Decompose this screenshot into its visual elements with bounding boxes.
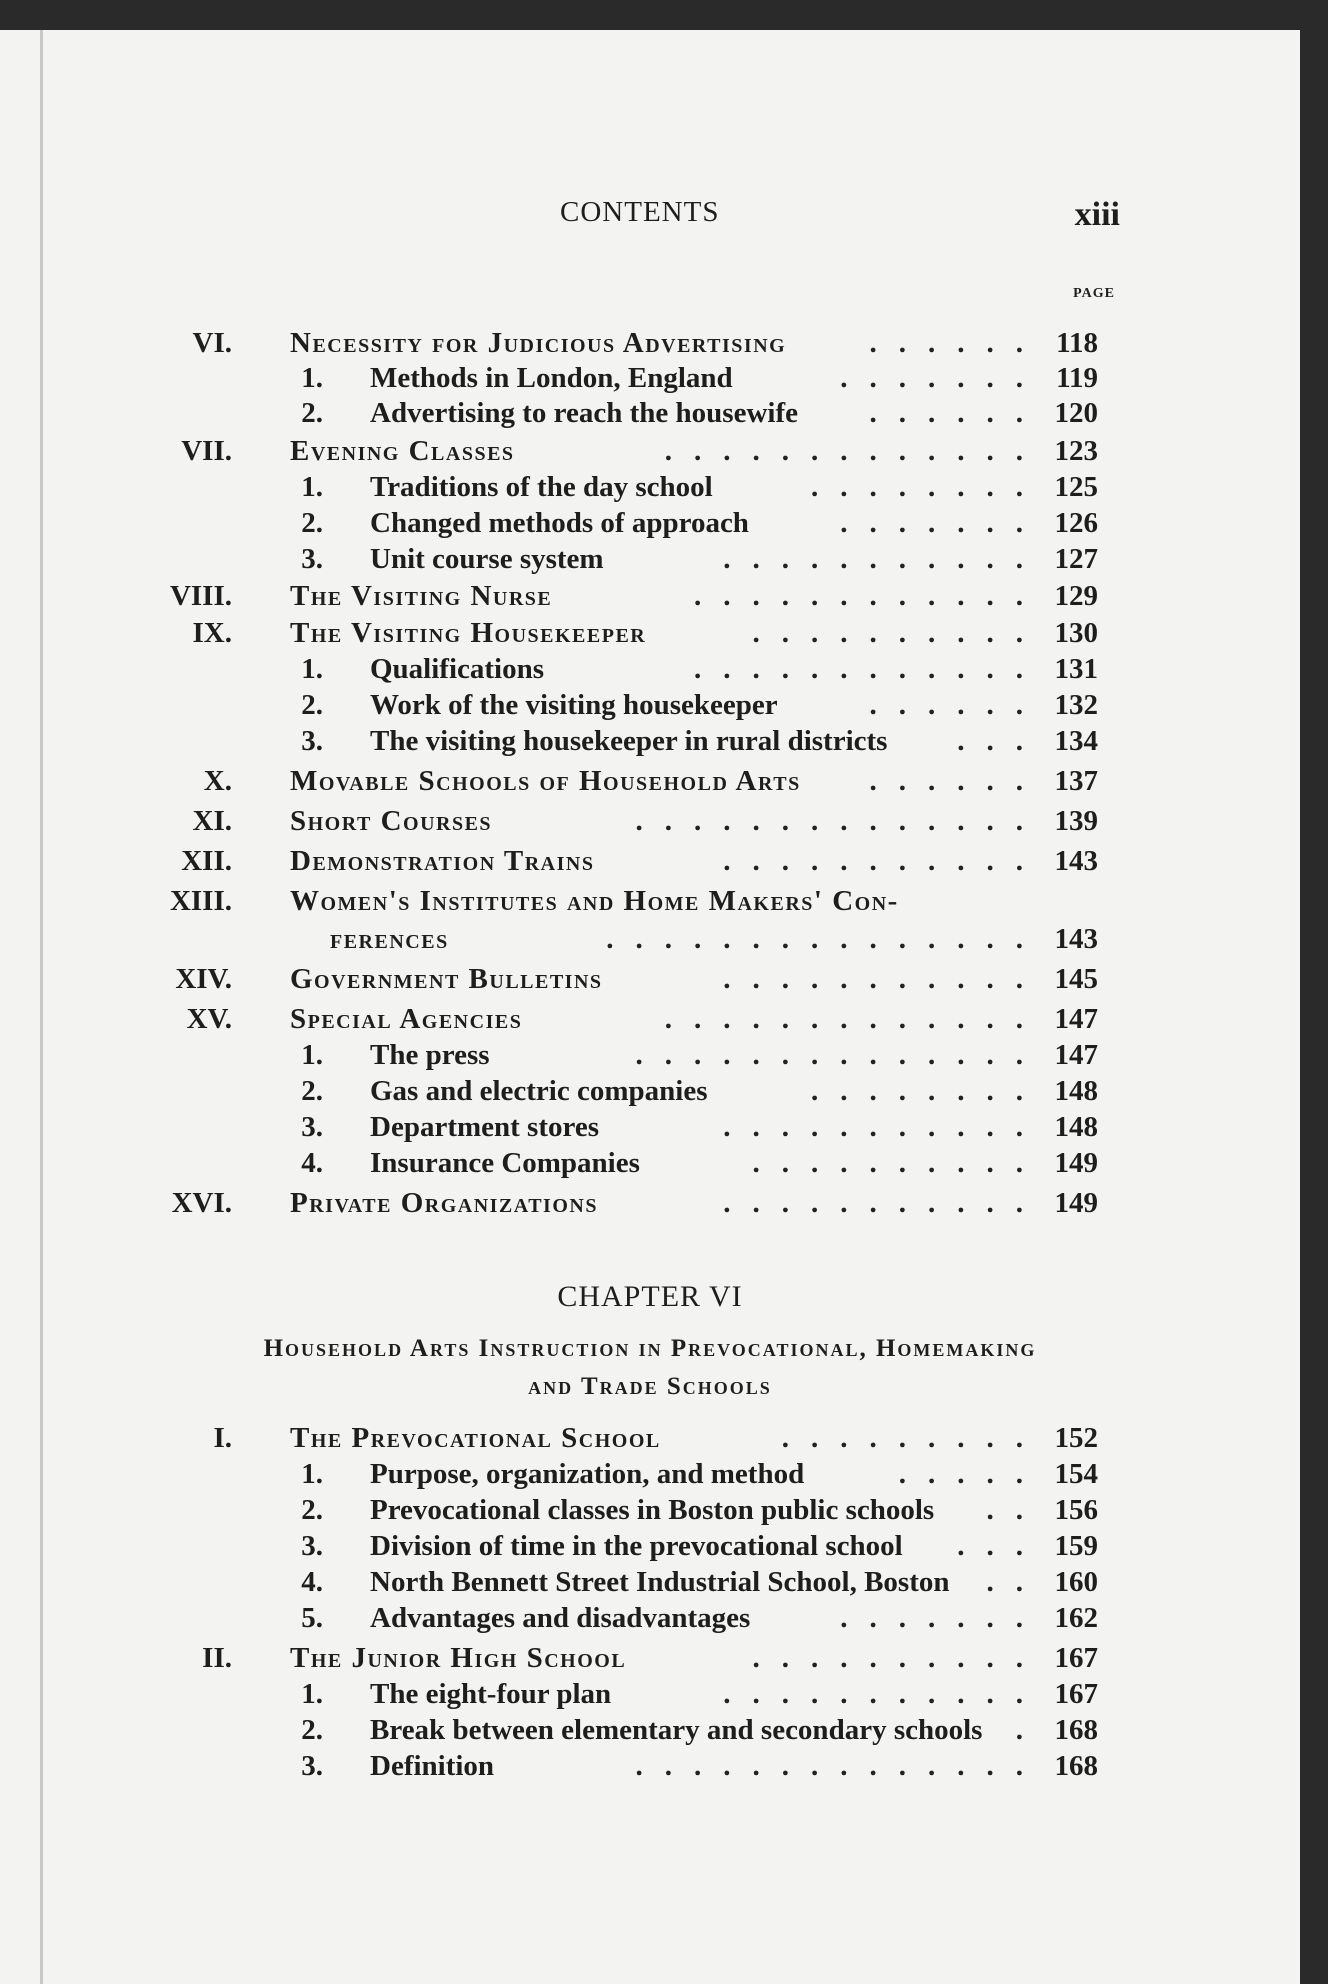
toc-entry bbox=[0, 362, 1300, 398]
entry-label: Definition bbox=[370, 1750, 495, 1782]
toc-entry bbox=[0, 1111, 1300, 1147]
entry-label: North Bennett Street Industrial School, Boston bbox=[370, 1566, 950, 1598]
toc-entry bbox=[0, 963, 1300, 999]
toc-entry bbox=[0, 1530, 1300, 1566]
entry-label: Traditions of the day school bbox=[370, 471, 713, 503]
entry-page: 132 bbox=[1054, 689, 1098, 721]
entry-label: The eight-four plan bbox=[370, 1678, 612, 1710]
toc-entry bbox=[0, 1566, 1300, 1602]
entry-page: 149 bbox=[1054, 1187, 1098, 1219]
toc-entry bbox=[0, 617, 1300, 653]
entry-page: 148 bbox=[1054, 1075, 1098, 1107]
entry-page: 125 bbox=[1054, 471, 1098, 503]
entry-page: 160 bbox=[1054, 1566, 1098, 1598]
page-number: xiii bbox=[1074, 196, 1120, 233]
leader-dots: ............. bbox=[664, 1003, 1045, 1035]
leader-dots: ...... bbox=[869, 327, 1045, 359]
entry-number: 1. bbox=[301, 362, 323, 394]
entry-page: 123 bbox=[1054, 435, 1098, 467]
leader-dots: ... bbox=[957, 725, 1045, 757]
toc-entry bbox=[0, 580, 1300, 616]
leader-dots: ............ bbox=[694, 653, 1045, 685]
entry-label: Advantages and disadvantages bbox=[370, 1602, 751, 1634]
entry-page: 139 bbox=[1054, 805, 1098, 837]
toc-entry bbox=[0, 1494, 1300, 1530]
entry-label: Necessity for Judicious Advertising bbox=[290, 327, 787, 359]
entry-number: 2. bbox=[301, 1494, 323, 1526]
leader-dots: ......... bbox=[781, 1422, 1045, 1454]
entry-page: 145 bbox=[1054, 963, 1098, 995]
entry-number: 4. bbox=[301, 1566, 323, 1598]
entry-page: 120 bbox=[1054, 397, 1098, 429]
entry-page: 154 bbox=[1054, 1458, 1098, 1490]
toc-entry bbox=[0, 543, 1300, 579]
entry-number: 2. bbox=[301, 397, 323, 429]
toc-entry bbox=[0, 1750, 1300, 1786]
leader-dots: ........ bbox=[811, 471, 1045, 503]
entry-label: Short Courses bbox=[290, 805, 493, 837]
entry-label: Break between elementary and secondary schools bbox=[370, 1714, 983, 1746]
leader-dots: .......... bbox=[752, 1147, 1045, 1179]
entry-label: Department stores bbox=[370, 1111, 599, 1143]
entry-label: Demonstration Trains bbox=[290, 845, 595, 877]
leader-dots: ............. bbox=[664, 435, 1045, 467]
entry-page: 143 bbox=[1054, 923, 1098, 955]
entry-number: XII. bbox=[181, 845, 232, 877]
entry-label: Prevocational classes in Boston public schools bbox=[370, 1494, 935, 1526]
leader-dots: ............... bbox=[606, 923, 1045, 955]
entry-label: The Junior High School bbox=[290, 1642, 627, 1674]
entry-label: Evening Classes bbox=[290, 435, 515, 467]
leader-dots: . bbox=[1015, 1714, 1045, 1746]
entry-number: XI. bbox=[192, 805, 232, 837]
entry-number: XIV. bbox=[175, 963, 232, 995]
toc-entry bbox=[0, 1642, 1300, 1678]
leader-dots: ....... bbox=[840, 1602, 1045, 1634]
entry-page: 129 bbox=[1054, 580, 1098, 612]
entry-page: 131 bbox=[1054, 653, 1098, 685]
entry-number: 5. bbox=[301, 1602, 323, 1634]
toc-entry bbox=[0, 1458, 1300, 1494]
leader-dots: ........... bbox=[723, 1111, 1045, 1143]
leader-dots: ........... bbox=[723, 845, 1045, 877]
entry-number: 4. bbox=[301, 1147, 323, 1179]
entry-label: Private Organizations bbox=[290, 1187, 598, 1219]
entry-number: 3. bbox=[301, 1111, 323, 1143]
leader-dots: ...... bbox=[869, 765, 1045, 797]
entry-number: X. bbox=[203, 765, 232, 797]
toc-entry bbox=[0, 1422, 1300, 1458]
entry-label: The Prevocational School bbox=[290, 1422, 661, 1454]
leader-dots: ........... bbox=[723, 1187, 1045, 1219]
toc-entry bbox=[0, 327, 1300, 363]
chapter-title-line1: Household Arts Instruction in Prevocational, Homemaking bbox=[263, 1335, 1037, 1362]
entry-number: 1. bbox=[301, 471, 323, 503]
toc-entry bbox=[0, 1075, 1300, 1111]
leader-dots: ...... bbox=[869, 397, 1045, 429]
entry-number: 1. bbox=[301, 653, 323, 685]
entry-number: 1. bbox=[301, 1039, 323, 1071]
entry-number: 1. bbox=[301, 1458, 323, 1490]
leader-dots: ........... bbox=[723, 963, 1045, 995]
toc-entry bbox=[0, 397, 1300, 433]
entry-page: 126 bbox=[1054, 507, 1098, 539]
leader-dots: ........... bbox=[723, 543, 1045, 575]
leader-dots: .......... bbox=[752, 1642, 1045, 1674]
leader-dots: .......... bbox=[752, 617, 1045, 649]
entry-page: 127 bbox=[1054, 543, 1098, 575]
entry-label: The visiting housekeeper in rural districts bbox=[370, 725, 888, 757]
entry-page: 134 bbox=[1054, 725, 1098, 757]
entry-label: Insurance Companies bbox=[370, 1147, 640, 1179]
toc-entry bbox=[0, 725, 1300, 761]
entry-number: VI. bbox=[192, 327, 232, 359]
toc-entry bbox=[0, 845, 1300, 881]
entry-page: 148 bbox=[1054, 1111, 1098, 1143]
entry-page: 162 bbox=[1054, 1602, 1098, 1634]
entry-label: Women's Institutes and Home Makers' Con- bbox=[290, 885, 899, 917]
leader-dots: .. bbox=[986, 1566, 1045, 1598]
toc-entry bbox=[0, 1187, 1300, 1223]
entry-number: VII. bbox=[181, 435, 232, 467]
entry-number: IX. bbox=[192, 617, 232, 649]
entry-label: Division of time in the prevocational school bbox=[370, 1530, 903, 1562]
chapter-heading: CHAPTER VI bbox=[557, 1280, 743, 1313]
toc-entry bbox=[0, 471, 1300, 507]
entry-page: 152 bbox=[1054, 1422, 1098, 1454]
entry-label: Purpose, organization, and method bbox=[370, 1458, 805, 1490]
toc-entry bbox=[0, 1678, 1300, 1714]
entry-label: Methods in London, England bbox=[370, 362, 733, 394]
leader-dots: ........ bbox=[811, 1075, 1045, 1107]
leader-dots: ... bbox=[957, 1530, 1045, 1562]
leader-dots: ...... bbox=[869, 689, 1045, 721]
toc-entry bbox=[0, 1003, 1300, 1039]
entry-page: 119 bbox=[1056, 362, 1098, 394]
toc-entry bbox=[0, 653, 1300, 689]
entry-page: 149 bbox=[1054, 1147, 1098, 1179]
entry-number: 2. bbox=[301, 1714, 323, 1746]
entry-page: 147 bbox=[1054, 1039, 1098, 1071]
entry-page: 156 bbox=[1054, 1494, 1098, 1526]
toc-entry bbox=[0, 1147, 1300, 1183]
entry-page: 147 bbox=[1054, 1003, 1098, 1035]
chapter-title-line2: and Trade Schools bbox=[528, 1373, 772, 1400]
entry-page: 143 bbox=[1054, 845, 1098, 877]
entry-label: The Visiting Housekeeper bbox=[290, 617, 647, 649]
entry-label: The press bbox=[370, 1039, 490, 1071]
leader-dots: ........... bbox=[723, 1678, 1045, 1710]
leader-dots: ..... bbox=[898, 1458, 1045, 1490]
toc-entry bbox=[0, 765, 1300, 801]
entry-label: Work of the visiting housekeeper bbox=[370, 689, 778, 721]
entry-page: 130 bbox=[1054, 617, 1098, 649]
entry-number: 2. bbox=[301, 1075, 323, 1107]
entry-page: 159 bbox=[1054, 1530, 1098, 1562]
entry-number: II. bbox=[202, 1642, 232, 1674]
toc-entry bbox=[0, 1602, 1300, 1638]
entry-label: Unit course system bbox=[370, 543, 604, 575]
toc-entry bbox=[0, 689, 1300, 725]
entry-page: 118 bbox=[1056, 327, 1098, 359]
leader-dots: ....... bbox=[840, 507, 1045, 539]
entry-number: I. bbox=[213, 1422, 232, 1454]
chapter-title bbox=[170, 1330, 1130, 1406]
entry-label: Advertising to reach the housewife bbox=[370, 397, 798, 429]
entry-number: 2. bbox=[301, 689, 323, 721]
entry-label: Movable Schools of Household Arts bbox=[290, 765, 801, 797]
toc-entry bbox=[0, 805, 1300, 841]
leader-dots: ............ bbox=[694, 580, 1045, 612]
entry-number: XVI. bbox=[171, 1187, 232, 1219]
toc-entry bbox=[0, 885, 1300, 921]
toc-entry bbox=[0, 435, 1300, 471]
leader-dots: .............. bbox=[635, 1750, 1045, 1782]
entry-label: Qualifications bbox=[370, 653, 545, 685]
entry-number: 2. bbox=[301, 507, 323, 539]
entry-page: 168 bbox=[1054, 1714, 1098, 1746]
toc-entry bbox=[0, 507, 1300, 543]
entry-page: 137 bbox=[1054, 765, 1098, 797]
entry-number: 3. bbox=[301, 1530, 323, 1562]
entry-label: Government Bulletins bbox=[290, 963, 603, 995]
leader-dots: .............. bbox=[635, 1039, 1045, 1071]
entry-number: 3. bbox=[301, 543, 323, 575]
entry-number: XIII. bbox=[169, 885, 232, 917]
leader-dots: .. bbox=[986, 1494, 1045, 1526]
entry-page: 167 bbox=[1054, 1642, 1098, 1674]
leader-dots: ....... bbox=[840, 362, 1045, 394]
toc-entry bbox=[0, 1039, 1300, 1075]
running-header bbox=[0, 196, 1300, 256]
entry-number: VIII. bbox=[169, 580, 232, 612]
entry-label: ferences bbox=[330, 923, 449, 955]
leader-dots: .............. bbox=[635, 805, 1045, 837]
entry-label: Gas and electric companies bbox=[370, 1075, 708, 1107]
toc-entry bbox=[0, 1714, 1300, 1750]
toc-entry bbox=[0, 923, 1300, 959]
page-column-label: PAGE bbox=[1073, 286, 1115, 301]
book-page bbox=[0, 30, 1300, 1984]
entry-number: 3. bbox=[301, 725, 323, 757]
entry-label: The Visiting Nurse bbox=[290, 580, 553, 612]
entry-number: 3. bbox=[301, 1750, 323, 1782]
entry-number: XV. bbox=[186, 1003, 232, 1035]
header-title: CONTENTS bbox=[560, 196, 720, 228]
entry-label: Special Agencies bbox=[290, 1003, 523, 1035]
entry-number: 1. bbox=[301, 1678, 323, 1710]
entry-label: Changed methods of approach bbox=[370, 507, 749, 539]
entry-page: 167 bbox=[1054, 1678, 1098, 1710]
entry-page: 168 bbox=[1054, 1750, 1098, 1782]
